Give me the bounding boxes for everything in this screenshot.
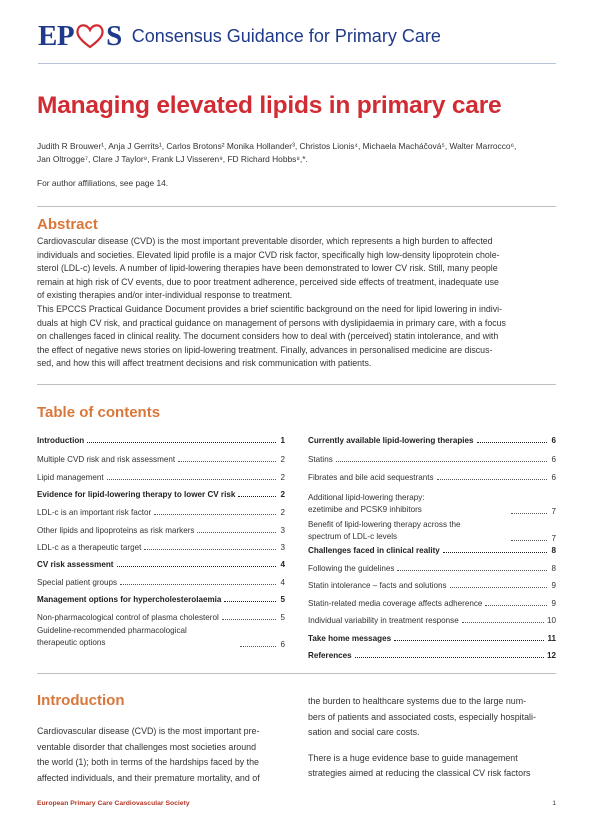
introduction-heading: Introduction (37, 692, 125, 709)
toc-entry[interactable]: Multiple CVD risk and risk assessment 2 (37, 455, 285, 464)
header-title: Consensus Guidance for Primary Care (131, 25, 441, 46)
toc-entry[interactable]: Fibrates and bile acid sequestrants 6 (308, 473, 556, 482)
toc-entry[interactable]: Statin intolerance – facts and solutions 9 (308, 581, 556, 590)
abstract-body (37, 235, 557, 371)
page-number: 1 (552, 800, 556, 807)
toc-entry[interactable]: Management options for hypercholesterolaemia 5 (37, 595, 285, 604)
abstract-heading: Abstract (37, 216, 98, 233)
abstract-line: This EPCCS Practical Guidance Document provides a brief scientific background on the need for lipid lowering in indivi- (37, 303, 502, 314)
header (38, 18, 441, 54)
toc-entry[interactable]: Additional lipid-lowering therapy: ezetimibe and PCSK9 inhibitors 7 (308, 493, 556, 516)
intro-line: sation and social care costs. (308, 727, 420, 738)
author-list (37, 140, 557, 165)
divider (37, 673, 556, 674)
intro-line: strategies aimed at reducing the classical CV risk factors (308, 768, 531, 779)
toc-entry[interactable]: LDL-c as a therapeutic target 3 (37, 543, 285, 552)
toc-heading: Table of contents (37, 404, 161, 421)
intro-left-column (37, 724, 282, 786)
toc-entry[interactable]: References 12 (308, 651, 556, 660)
abstract-line: sed, and how this will affect treatment decisions and risk communication with patients. (37, 358, 372, 369)
abstract-line: of existing therapies and/or inter-individual response to treatment. (37, 290, 293, 301)
logo-text-right: S (106, 19, 122, 52)
intro-line: the burden to healthcare systems due to the large num- (308, 696, 527, 706)
heart-logo-icon (75, 23, 105, 49)
authors-line: Jan Oltrogge⁷, Clare J Taylor⁸, Frank LJ Visseren⁹, FD Richard Hobbs⁸,*. (37, 153, 308, 164)
abstract-line: individuals and societies. Elevated lipid profile is a major CVD risk factor, specifically high low-density lipoprotein chole- (37, 249, 500, 260)
toc-entry[interactable]: Other lipids and lipoproteins as risk markers 3 (37, 526, 285, 535)
toc-entry[interactable]: Individual variability in treatment response 10 (308, 616, 556, 625)
intro-line: ventable disorder that challenges most societies around (37, 741, 257, 752)
authors-line: Judith R Brouwer¹, Anja J Gerrits¹, Carlos Brotons² Monika Hollander³, Christos Lionis⁴, Michaela Macháčová⁵, Walter Marrocco⁶, (37, 141, 517, 151)
affiliations-note: For author affiliations, see page 14. (37, 178, 169, 188)
logo-text-left: EP (38, 19, 75, 52)
abstract-line: remain at high risk of CV events, due to poor treatment adherence, perceived side effects of treatment, inadequate use (37, 276, 499, 287)
abstract-line: the effect of negative news stories on lipid-lowering treatment. Finally, advances in personalised medicine are discus- (37, 344, 493, 355)
article-title: Managing elevated lipids in primary care (37, 92, 502, 119)
intro-line: the world (1); both in terms of the hardships faced by the (37, 757, 259, 768)
header-divider (38, 63, 556, 64)
toc-entry[interactable]: Statin-related media coverage affects adherence 9 (308, 599, 556, 608)
intro-line: bers of patients and associated costs, especially hospitali- (308, 711, 536, 722)
toc-entry[interactable]: Following the guidelines 8 (308, 564, 556, 573)
toc-entry[interactable]: Benefit of lipid-lowering therapy across the spectrum of LDL-c levels 7 (308, 520, 556, 543)
toc-entry[interactable]: Guideline-recommended pharmacological therapeutic options 6 (37, 626, 285, 649)
toc-entry[interactable]: Challenges faced in clinical reality 8 (308, 546, 556, 555)
intro-line: affected individuals, and their premature mortality, and of (37, 772, 260, 783)
toc-entry[interactable]: Special patient groups 4 (37, 578, 285, 587)
toc-entry[interactable]: CV risk assessment 4 (37, 560, 285, 569)
abstract-line: duals at high CV risk, and practical guidance on management of persons with dyslipidaemia in primary care, with a focus (37, 317, 506, 328)
toc-entry[interactable]: Non-pharmacological control of plasma cholesterol 5 (37, 613, 285, 622)
abstract-line: Cardiovascular disease (CVD) is the most important preventable disorder, which represents a high burden to affected (37, 236, 493, 246)
toc-entry[interactable]: Statins 6 (308, 455, 556, 464)
toc-entry[interactable]: Introduction 1 (37, 436, 285, 445)
abstract-line: sterol (LDL-c) levels. A number of lipid-lowering therapies have been demonstrated to lower CV risk. Still, many people (37, 263, 498, 274)
divider (37, 206, 556, 207)
footer-society: European Primary Care Cardiovascular Society (37, 800, 190, 807)
intro-right-column (308, 694, 553, 782)
toc-entry[interactable]: Take home messages 11 (308, 634, 556, 643)
divider (37, 384, 556, 385)
abstract-line: on challenges faced in clinical reality. The document considers how to deal with (perceived) statin intolerance, and with (37, 331, 499, 342)
toc-entry[interactable]: Evidence for lipid-lowering therapy to lower CV risk 2 (37, 490, 285, 499)
toc-entry[interactable]: LDL-c is an important risk factor 2 (37, 508, 285, 517)
intro-line: Cardiovascular disease (CVD) is the most important pre- (37, 726, 260, 736)
toc-entry[interactable]: Currently available lipid-lowering therapies 6 (308, 436, 556, 445)
toc-entry[interactable]: Lipid management 2 (37, 473, 285, 482)
epccs-logo (38, 20, 122, 53)
intro-line: There is a huge evidence base to guide management (308, 752, 518, 763)
